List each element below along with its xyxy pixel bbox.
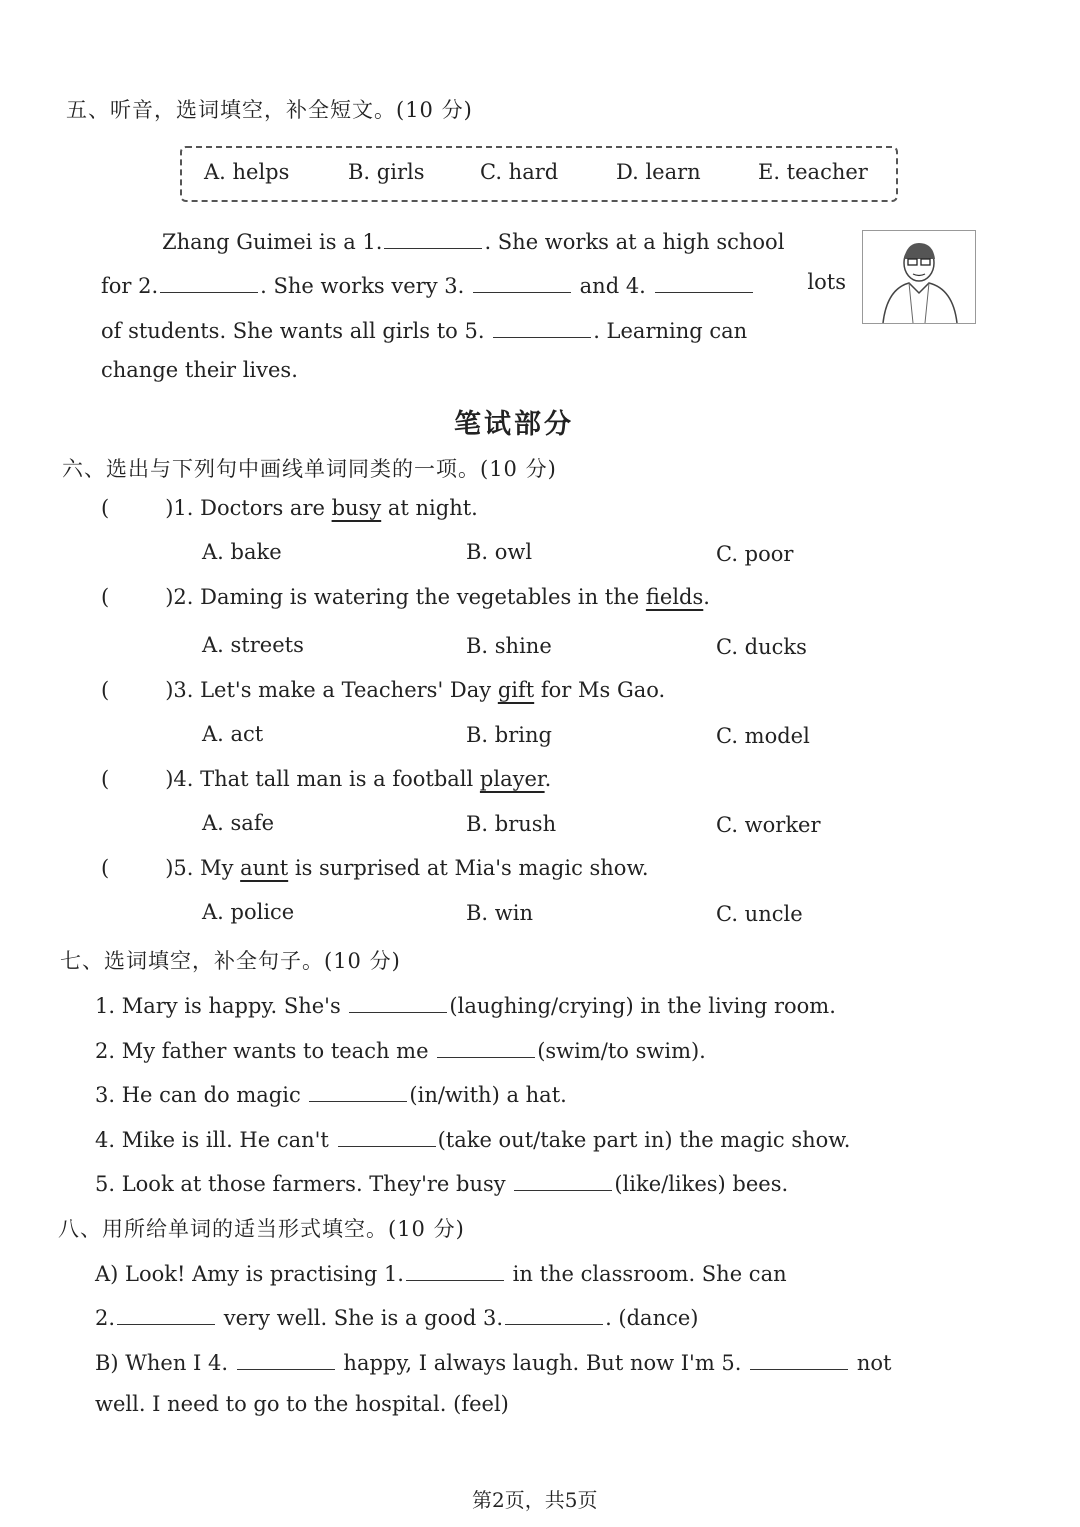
answer-paren[interactable]: ( — [101, 678, 110, 702]
teacher-portrait-image — [862, 230, 976, 324]
blank-8-3[interactable] — [505, 1302, 603, 1325]
question-6-2: ( )2. Daming is watering the vegetables in the fields. — [101, 585, 710, 609]
question-8-a-line-2: 2. very well. She is a good 3. . (dance) — [95, 1302, 698, 1330]
answer-paren[interactable]: ( — [101, 585, 110, 609]
word-option-a: A. helps — [204, 160, 290, 184]
answer-paren[interactable]: ( — [101, 767, 110, 791]
blank-5-2[interactable] — [160, 270, 258, 293]
passage-line-4: change their lives. — [101, 358, 298, 382]
option-6-3-b: B. bring — [466, 723, 552, 747]
option-6-5-a: A. police — [202, 900, 295, 924]
blank-8-1[interactable] — [406, 1258, 504, 1281]
blank-7-1[interactable] — [349, 990, 447, 1013]
section-5-title: 五、听音，选词填空，补全短文。(10 分) — [66, 98, 473, 122]
answer-paren[interactable]: ( — [101, 496, 110, 520]
blank-7-5[interactable] — [514, 1168, 612, 1191]
passage-line-2: for 2. . She works very 3. and 4. lots — [101, 270, 846, 298]
blank-8-5[interactable] — [750, 1347, 848, 1370]
blank-7-4[interactable] — [338, 1124, 436, 1147]
question-8-b-line-2: well. I need to go to the hospital. (feel) — [95, 1392, 509, 1416]
word-bank — [180, 146, 898, 202]
word-option-d: D. learn — [616, 160, 701, 184]
blank-5-3[interactable] — [473, 270, 571, 293]
section-8-title: 八、用所给单词的适当形式填空。(10 分) — [58, 1217, 465, 1241]
question-6-3: ( )3. Let's make a Teachers' Day gift for Ms Gao. — [101, 678, 666, 702]
question-7-4: 4. Mike is ill. He can't (take out/take part in) the magic show. — [95, 1124, 850, 1152]
question-8-a-line-1: A) Look! Amy is practising 1. in the classroom. She can — [95, 1258, 787, 1286]
blank-8-4[interactable] — [237, 1347, 335, 1370]
option-6-1-b: B. owl — [466, 540, 533, 564]
question-7-3: 3. He can do magic (in/with) a hat. — [95, 1079, 567, 1107]
passage-line-3: of students. She wants all girls to 5. . Learning can — [101, 315, 846, 343]
question-6-1: ( )1. Doctors are busy at night. — [101, 496, 478, 520]
blank-5-1[interactable] — [384, 226, 482, 249]
option-6-3-a: A. act — [202, 722, 264, 746]
written-section-title: 笔试部分 — [454, 409, 574, 440]
blank-8-2[interactable] — [117, 1302, 215, 1325]
passage-line-1: Zhang Guimei is a 1. . She works at a high school — [162, 226, 784, 254]
blank-5-4[interactable] — [655, 270, 753, 293]
answer-paren[interactable]: ( — [101, 856, 110, 880]
blank-5-5[interactable] — [493, 315, 591, 338]
option-6-1-c: C. poor — [716, 542, 794, 566]
option-6-3-c: C. model — [716, 724, 810, 748]
question-7-1: 1. Mary is happy. She's (laughing/crying) in the living room. — [95, 990, 836, 1018]
section-7-title: 七、选词填空，补全句子。(10 分) — [60, 949, 401, 973]
option-6-2-b: B. shine — [466, 634, 552, 658]
option-6-2-a: A. streets — [202, 633, 304, 657]
option-6-2-c: C. ducks — [716, 635, 807, 659]
question-6-4: ( )4. That tall man is a football player. — [101, 767, 552, 791]
option-6-4-c: C. worker — [716, 813, 821, 837]
section-6-title: 六、选出与下列句中画线单词同类的一项。(10 分) — [62, 457, 557, 481]
blank-7-3[interactable] — [309, 1079, 407, 1102]
option-6-5-c: C. uncle — [716, 902, 803, 926]
question-7-5: 5. Look at those farmers. They're busy (like/likes) bees. — [95, 1168, 788, 1196]
option-6-4-b: B. brush — [466, 812, 557, 836]
word-option-c: C. hard — [480, 160, 559, 184]
page-number: 第2页，共5页 — [472, 1488, 598, 1512]
option-6-4-a: A. safe — [202, 811, 275, 835]
word-option-b: B. girls — [348, 160, 425, 184]
question-7-2: 2. My father wants to teach me (swim/to swim). — [95, 1035, 706, 1063]
question-8-b-line-1: B) When I 4. happy, I always laugh. But now I'm 5. not — [95, 1347, 891, 1375]
blank-7-2[interactable] — [437, 1035, 535, 1058]
option-6-5-b: B. win — [466, 901, 533, 925]
question-6-5: ( )5. My aunt is surprised at Mia's magic show. — [101, 856, 649, 880]
word-option-e: E. teacher — [758, 160, 868, 184]
option-6-1-a: A. bake — [202, 540, 282, 564]
